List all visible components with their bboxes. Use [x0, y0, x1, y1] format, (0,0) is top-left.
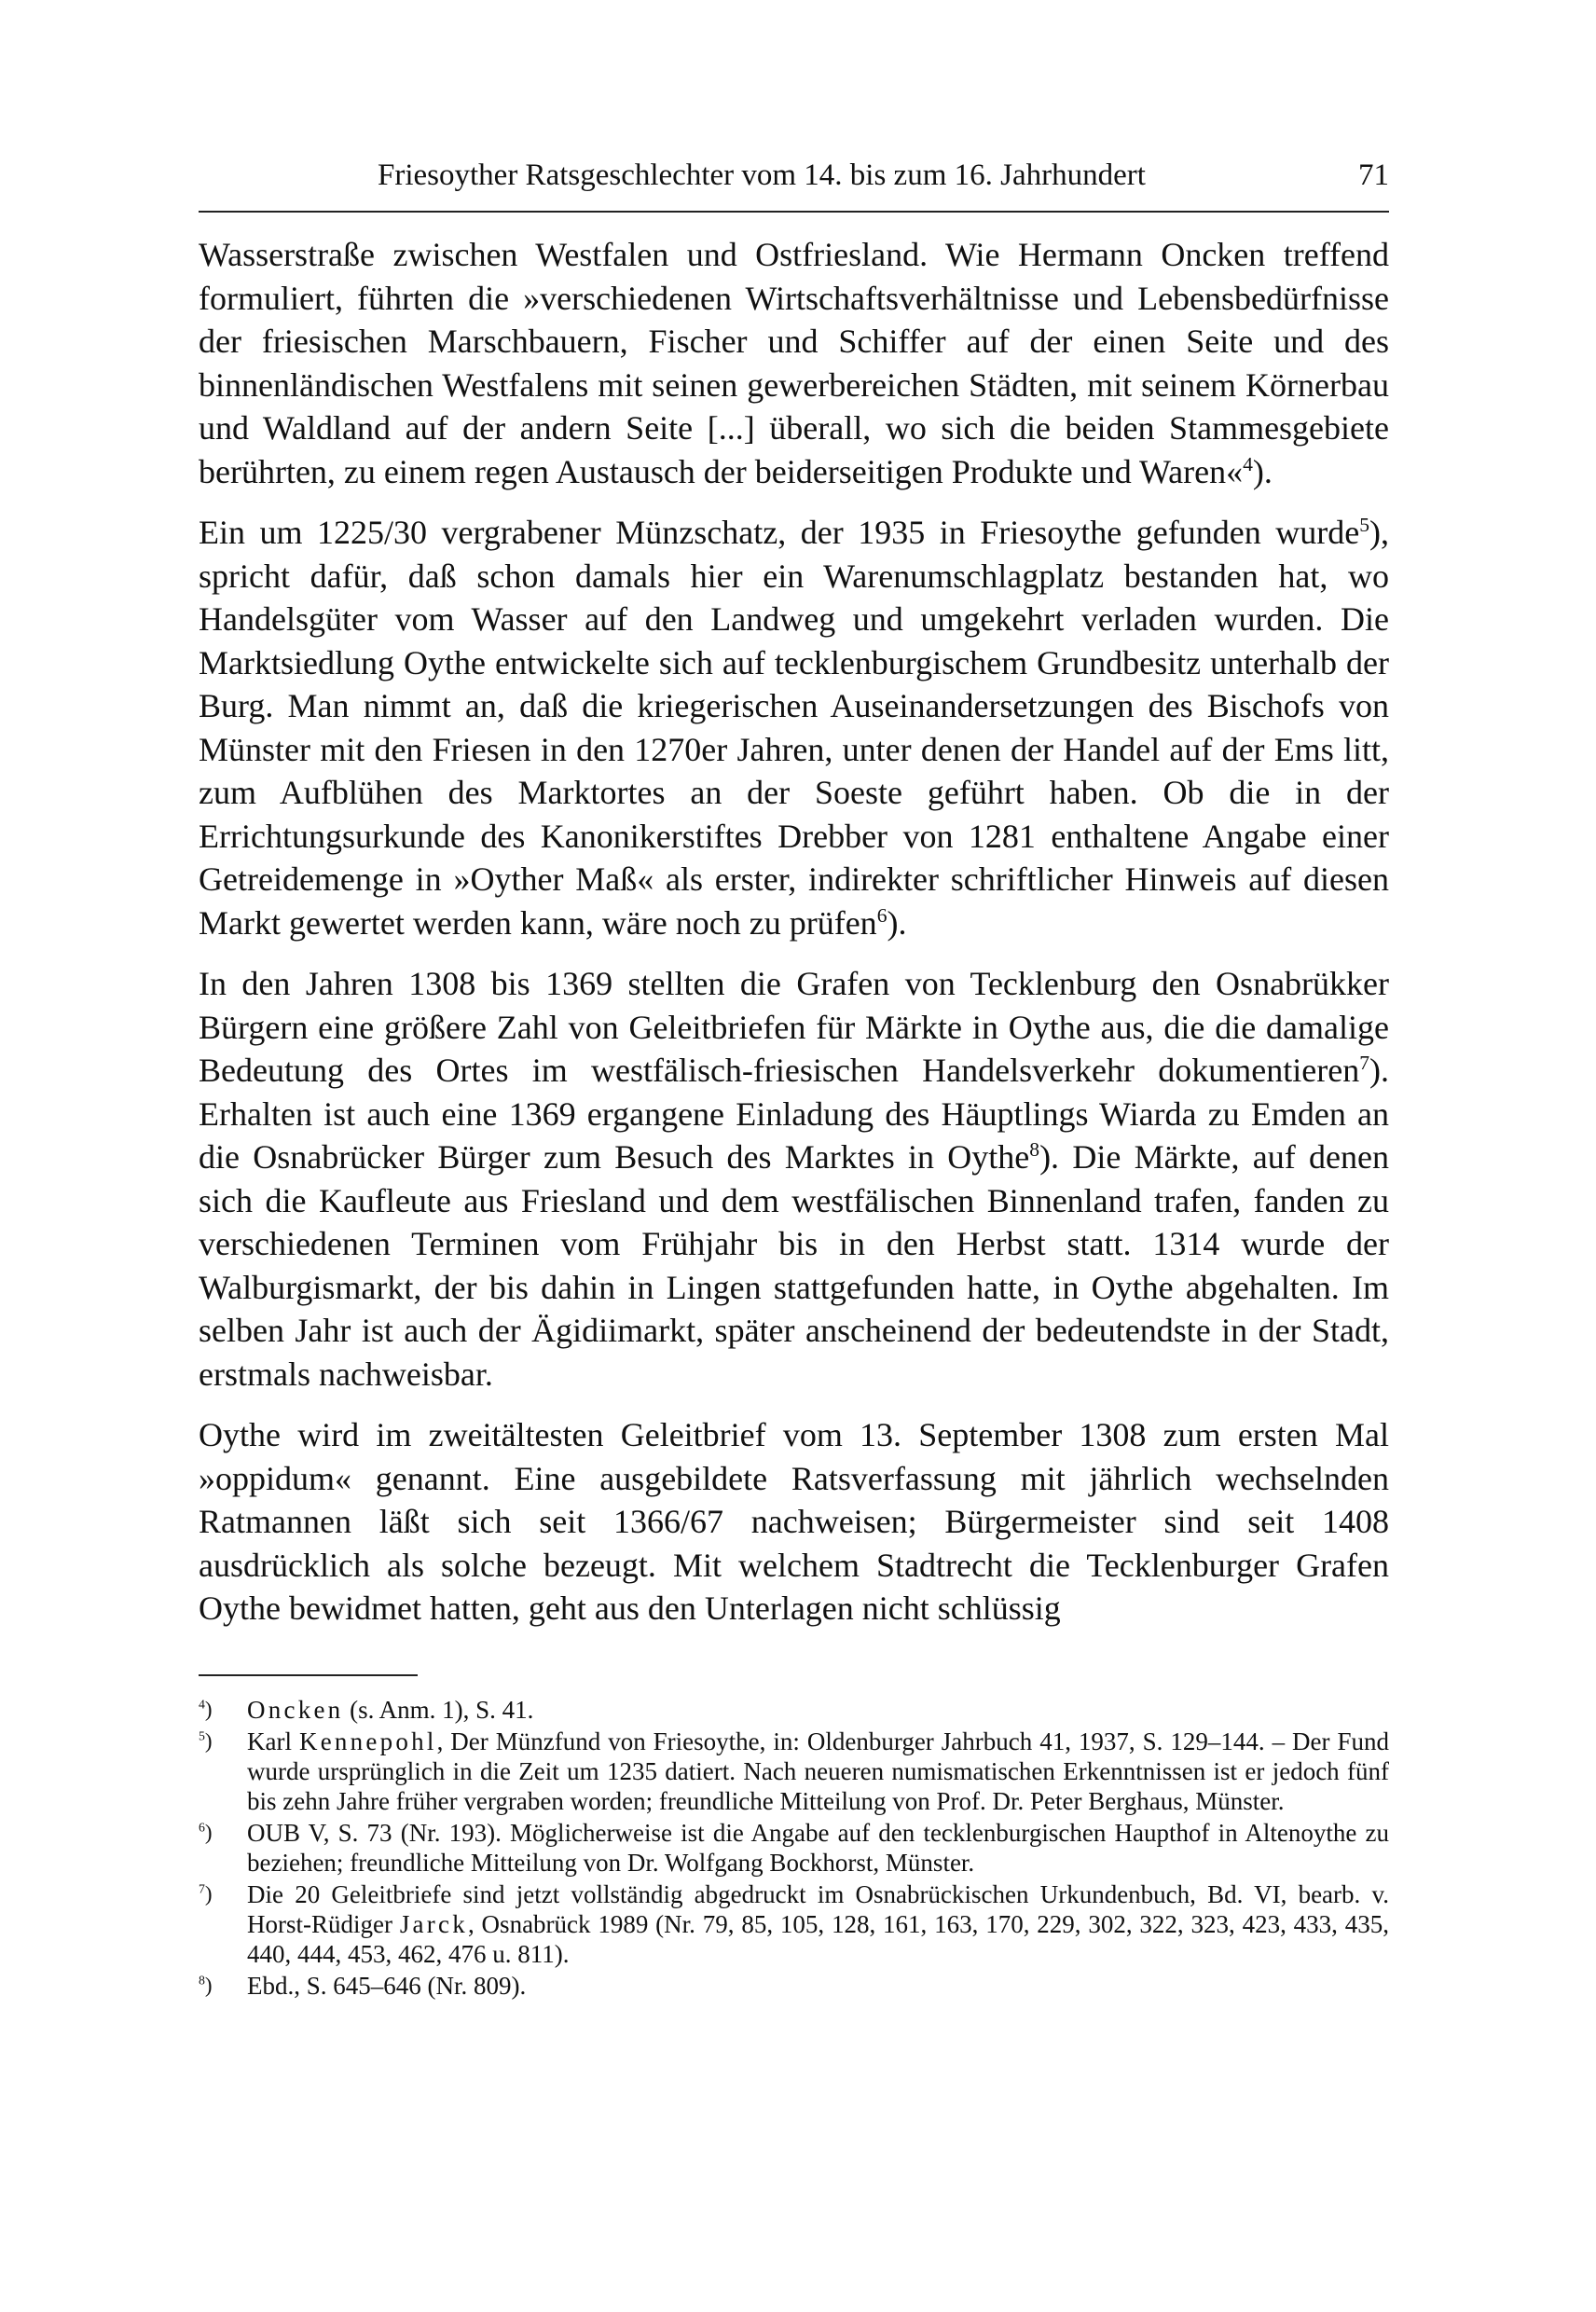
- footnote-text: [247, 1971, 1389, 2001]
- footnote-mark: $^4$): [199, 1697, 213, 1721]
- footnote-number: 7: [199, 1881, 205, 1896]
- paragraph-1: [199, 233, 1389, 493]
- footnote-mark: $^6$): [199, 1820, 213, 1844]
- footnote-mark: $^7$): [199, 1881, 213, 1906]
- paragraph-2: [199, 511, 1389, 944]
- main-text: [199, 233, 1389, 1648]
- footnote-text: [247, 1818, 1389, 1878]
- footnote-mark: $^5$): [199, 1728, 213, 1753]
- footnote-author: Oncken: [247, 1696, 344, 1724]
- header-rule: [199, 211, 1389, 213]
- footnote-rule: [199, 1674, 418, 1676]
- paragraph-3-text-cont: ). Erhalten ist auch eine 1369 ergangene Einladung des Häuptlings Wiarda zu Emden an die Osnabrücker Bürger zum Besuch des Marktes in Oythe: [199, 1052, 1389, 1176]
- paragraph-1-end: ).: [1252, 452, 1273, 490]
- footnote-6: [199, 1818, 1389, 1878]
- footnote-body: , Der Münzfund von Friesoythe, in: Oldenburger Jahrbuch 41, 1937, S. 129–144. – Der Fund wurde ursprünglich in die Zeit um 1235 datiert. Nach neueren numismatischen Erkenntnissen ist er jedoch fünf bis zehn Jahre früher vergraben worden; freundliche Mitteilung von Prof. Dr. Peter Berghaus, Münster.: [247, 1727, 1389, 1815]
- paragraph-4-text: Oythe wird im zweitältesten Geleitbrief vom 13. September 1308 zum ersten Mal »oppidum« genannt. Eine ausgebildete Ratsverfassung mit jährlich wechselnden Ratmannen läßt sich seit 1366/67 nachweisen; Bürgermeister sind seit 1408 ausdrücklich als solche bezeugt. Mit welchem Stadtrecht die Tecklenburger Grafen Oythe bewidmet hatten, geht aus den Unterlagen nicht schlüssig: [199, 1416, 1389, 1627]
- footnote-ref-8: 8: [1029, 1138, 1040, 1161]
- footnote-5: [199, 1727, 1389, 1816]
- footnote-body: , Osnabrück 1989 (Nr. 79, 85, 105, 128, 161, 163, 170, 229, 302, 322, 323, 423, 433, 435, 440, 444, 453, 462, 476 u. 811).: [247, 1910, 1389, 1968]
- footnote-ref-6: 6: [876, 903, 887, 927]
- footnote-prefix: Die 20 Geleitbriefe sind jetzt vollständig abgedruckt im Osnabrückischen Urkundenbuch, Bd. VI, bearb. v. Horst-Rüdiger: [247, 1880, 1389, 1938]
- footnote-author: Kennepohl: [298, 1727, 437, 1755]
- footnote-ref-7: 7: [1359, 1052, 1369, 1074]
- paragraph-4: [199, 1413, 1389, 1631]
- paragraph-1-text: Wasserstraße zwischen Westfalen und Ostfriesland. Wie Hermann Oncken treffend formuliert, führten die »verschiedenen Wirtschaftsverhältnisse und Lebensbedürfnisse der friesischen Marschbauern, Fischer und Schiffer auf der einen Seite und des binnenländischen Westfalens mit seinen gewerbereichen Städten, mit seinem Körnerbau und Waldland auf der andern Seite [...] überall, wo sich die beiden Stammesgebiete berührten, zu einem regen Austausch der beiderseitigen Produkte und Waren«: [199, 236, 1389, 490]
- footnote-4: [199, 1695, 1389, 1725]
- paragraph-2-text-cont: ), spricht dafür, daß schon damals hier ein Warenumschlagplatz bestanden hat, wo Handelsgüter vom Wasser auf den Landweg und umgekehrt verladen wurden. Die Marktsiedlung Oythe entwickelte sich auf tecklenburgischem Grundbesitz unterhalb der Burg. Man nimmt an, daß die kriegerischen Auseinandersetzungen des Bischofs von Münster mit den Friesen in den 1270er Jahren, unter denen der Handel auf der Ems litt, zum Aufblühen des Marktortes an der Soeste geführt haben. Ob die in der Errichtungsurkunde des Kanonikerstiftes Drebber von 1281 enthaltene Angabe einer Getreidemenge in »Oyther Maß« als erster, indirekter schriftlicher Hinweis auf diesen Markt gewertet werden kann, wäre noch zu prüfen: [199, 514, 1389, 942]
- footnote-text: [247, 1879, 1389, 1969]
- footnote-text: [247, 1695, 1389, 1725]
- footnote-text: [247, 1727, 1389, 1816]
- running-head: [199, 149, 1389, 201]
- footnote-number: 4: [199, 1697, 205, 1712]
- footnote-number: 8: [199, 1973, 205, 1988]
- paragraph-3-text: In den Jahren 1308 bis 1369 stellten die Grafen von Tecklenburg den Osnabrükker Bürgern eine größere Zahl von Geleitbriefen für Märkte in Oythe aus, die die damalige Bedeutung des Ortes im westfälisch-friesischen Handelsverkehr dokumentieren: [199, 965, 1389, 1089]
- footnote-mark: $^8$): [199, 1973, 213, 1997]
- paragraph-3-end: ). Die Märkte, auf denen sich die Kaufleute aus Friesland und dem westfälischen Binnenland trafen, fanden zu verschiedenen Terminen vom Frühjahr bis in den Herbst statt. 1314 wurde der Walburgismarkt, der bis dahin in Lingen stattgefunden hatte, in Oythe abgehalten. Im selben Jahr ist auch der Ägidiimarkt, später anscheinend der bedeutendste in der Stadt, erstmals nachweisbar.: [199, 1138, 1389, 1393]
- footnotes: [199, 1695, 1389, 2002]
- footnote-body: (s. Anm. 1), S. 41.: [343, 1696, 534, 1724]
- footnote-ref-4: 4: [1243, 452, 1253, 475]
- paragraph-2-text: Ein um 1225/30 vergrabener Münzschatz, der 1935 in Friesoythe gefunden wurde: [199, 514, 1360, 551]
- footnote-8: [199, 1971, 1389, 2001]
- running-head-title: Friesoyther Ratsgeschlechter vom 14. bis zum 16. Jahrhundert: [378, 158, 1146, 192]
- footnote-7: [199, 1879, 1389, 1969]
- footnote-author: Jarck: [399, 1910, 468, 1938]
- footnote-body: OUB V, S. 73 (Nr. 193). Möglicherweise ist die Angabe auf den tecklenburgischen Haupthof in Altenoythe zu beziehen; freundliche Mitteilung von Dr. Wolfgang Bockhorst, Münster.: [247, 1819, 1389, 1877]
- footnote-prefix: Karl: [247, 1727, 299, 1755]
- footnote-body: Ebd., S. 645–646 (Nr. 809).: [247, 1972, 527, 2000]
- footnote-ref-5: 5: [1359, 514, 1369, 536]
- page-number: 71: [1358, 158, 1389, 192]
- paragraph-3: [199, 962, 1389, 1396]
- paragraph-2-end: ).: [887, 903, 907, 942]
- footnote-number: 5: [199, 1728, 205, 1743]
- footnote-number: 6: [199, 1820, 205, 1835]
